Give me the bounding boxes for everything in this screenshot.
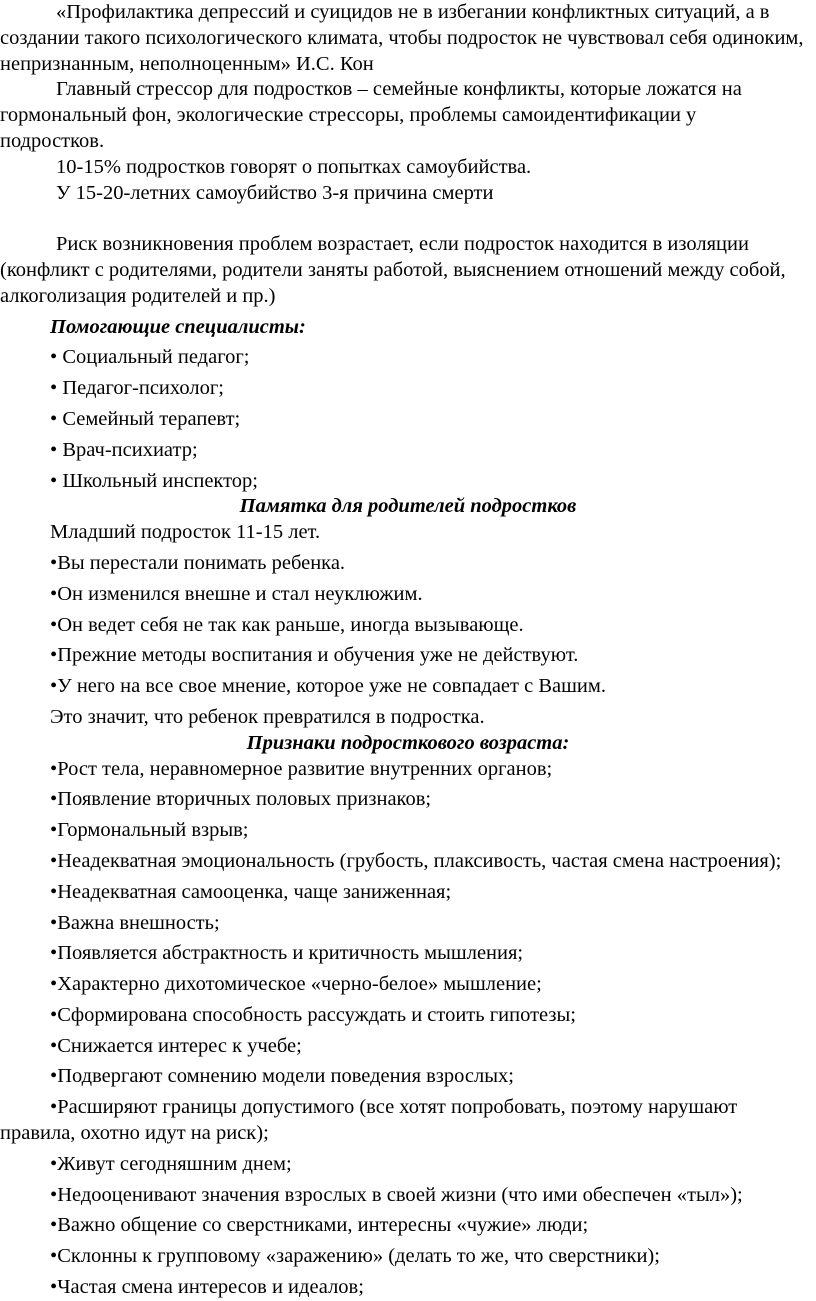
sign-item-text: Неадекватная самооценка, чаще заниженная; [57,880,452,903]
sign-item [0,787,816,813]
specialist-item [0,376,816,402]
sign-item [0,972,816,998]
isolation-risk-paragraph: Риск возникновения проблем возрастает, если подросток находится в изоляции (конфликт с родителями, родители заняты работой, выяснением отношений между собой, алкоголизация родителей и пр.) [0,233,786,307]
bullet-icon: • [50,1245,58,1268]
sign-item [0,1064,816,1090]
sign-item-text: Характерно дихотомическое «черно-белое» мышление; [57,973,542,996]
sign-item-text: Неадекватная эмоциональность (грубость, плаксивость, частая смена настроения); [57,849,782,872]
bullet-icon: • [50,1096,58,1119]
memo-age-line: Младший подросток 11-15 лет. [50,521,321,544]
bullet-icon: • [50,1152,58,1175]
sign-item-text: Важна внешность; [57,911,220,934]
sign-item-text: Подвергают сомнению модели поведения взрослых; [57,1065,514,1088]
sign-item [0,911,816,937]
specialists-section [0,315,816,495]
sign-item-text: Живут сегодняшним днем; [57,1152,292,1175]
specialist-item [0,407,816,433]
bullet-icon: • [50,1276,58,1299]
sign-item-text: Расширяют границы допустимого (все хотят попробовать, поэтому нарушают правила, охотно идут на риск); [0,1096,738,1145]
bullet-icon: • [50,1003,58,1026]
adolescence-signs-section [0,731,816,1301]
main-stressor-paragraph: Главный стрессор для подростков – семейные конфликты, которые ложатся на гормональный фон, экологические стрессоры, проблемы самоидентификации у подростков. [0,78,742,152]
bullet-icon: • [50,582,58,605]
specialist-label: Педагог-психолог; [62,377,224,400]
sign-item [0,1095,816,1147]
sign-item-text: Гормональный взрыв; [57,819,249,842]
bullet-icon: • [50,1214,58,1237]
sign-item-text: Недооценивают значения взрослых в своей жизни (что ими обеспечен «тыл»); [57,1183,743,1206]
sign-item [0,1183,816,1209]
death-cause-stat: У 15-20-летних самоубийство 3-я причина смерти [56,181,494,204]
suicide-attempts-stat: 10-15% подростков говорят о попытках самоубийства. [56,155,532,178]
sign-item-text: Появляется абстрактность и критичность мышления; [57,942,524,965]
bullet-icon: • [50,469,58,492]
bullet-icon: • [50,880,58,903]
bullet-icon: • [50,613,58,636]
sign-item [0,880,816,906]
sign-item [0,757,816,783]
specialist-label: Семейный терапевт; [62,407,241,430]
sign-item [0,818,816,844]
specialist-item [0,345,816,371]
bullet-icon: • [50,346,58,369]
bullet-icon: • [50,757,58,780]
specialist-item [0,438,816,464]
bullet-icon: • [50,1034,58,1057]
sign-item [0,941,816,967]
bullet-icon: • [50,973,58,996]
sign-item [0,1152,816,1178]
sign-item-text: Важно общение со сверстниками, интересны «чужие» люди; [57,1214,589,1237]
sign-item [0,1275,816,1301]
memo-item-text: Вы перестали понимать ребенка. [57,551,346,574]
bullet-icon: • [50,551,58,574]
memo-heading: Памятка для родителей подростков [239,495,577,518]
sign-item-text: Склонны к групповому «заражению» (делать то же, что сверстники); [57,1245,660,1268]
memo-item [0,551,816,577]
specialists-heading: Помогающие специалисты: [50,315,306,338]
bullet-icon: • [50,819,58,842]
specialist-item [0,469,816,495]
bullet-icon: • [50,788,58,811]
specialist-label: Врач-психиатр; [62,438,198,461]
bullet-icon: • [50,377,58,400]
blank-line [0,206,816,232]
bullet-icon: • [50,942,58,965]
sign-item-text: Сформирована способность рассуждать и стоить гипотезы; [57,1003,576,1026]
sign-item [0,1213,816,1239]
memo-conclusion: Это значит, что ребенок превратился в подростка. [50,705,485,728]
memo-item-text: Прежние методы воспитания и обучения уже не действуют. [57,644,579,667]
sign-item-text: Частая смена интересов и идеалов; [57,1276,364,1299]
memo-item-text: Он ведет себя не так как раньше, иногда вызывающе. [57,613,524,636]
memo-item [0,643,816,669]
bullet-icon: • [50,407,58,430]
memo-item [0,674,816,700]
memo-item-text: Он изменился внешне и стал неуклюжим. [57,582,423,605]
sign-item [0,1003,816,1029]
bullet-icon: • [50,644,58,667]
sign-item-text: Появление вторичных половых признаков; [57,788,432,811]
kon-quote-paragraph: «Профилактика депрессий и суицидов не в избегании конфликтных ситуаций, а в создании такого психологического климата, чтобы подросток не чувствовал себя одиноким, непризнанным, неполноценным» И.С. Кон [0,1,804,75]
parents-memo-section [0,494,816,730]
memo-item [0,613,816,639]
memo-item-text: У него на все свое мнение, которое уже не совпадает с Вашим. [57,675,606,698]
signs-heading: Признаки подросткового возраста: [246,731,570,754]
sign-item [0,1244,816,1270]
bullet-icon: • [50,849,58,872]
bullet-icon: • [50,911,58,934]
specialist-label: Школьный инспектор; [62,469,258,492]
specialist-label: Социальный педагог; [62,346,250,369]
bullet-icon: • [50,1183,58,1206]
memo-item [0,582,816,608]
sign-item [0,1034,816,1060]
bullet-icon: • [50,438,58,461]
sign-item [0,849,816,875]
sign-item-text: Рост тела, неравномерное развитие внутренних органов; [57,757,553,780]
bullet-icon: • [50,1065,58,1088]
sign-item-text: Снижается интерес к учебе; [57,1034,302,1057]
bullet-icon: • [50,675,58,698]
